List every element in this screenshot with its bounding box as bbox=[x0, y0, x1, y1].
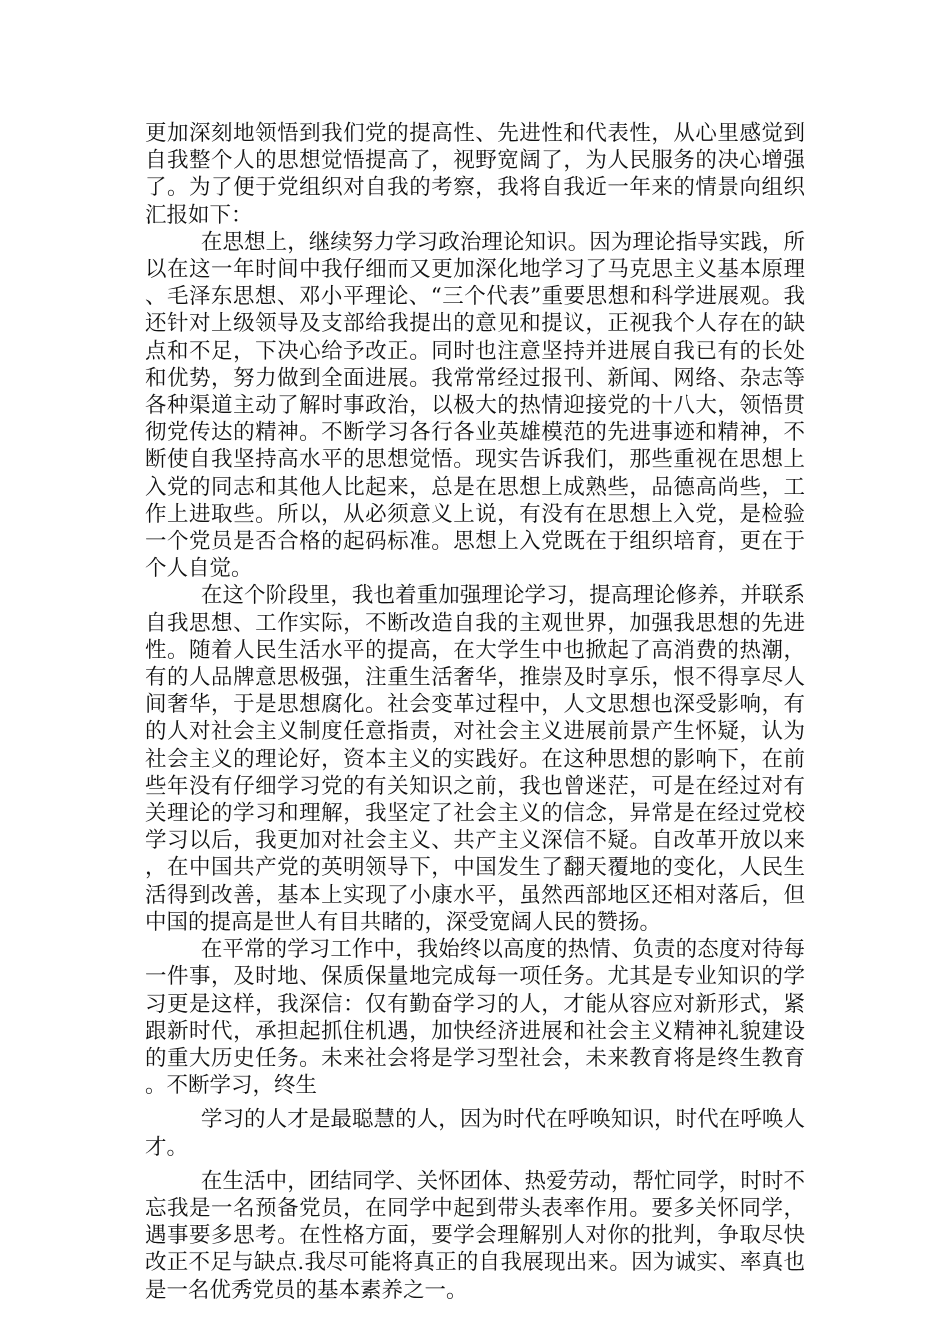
paragraph-daily-life: 在生活中，团结同学、关怀团体、热爱劳动，帮忙同学，时时不忘我是一名预备党员，在同学中起到带头表率作用。要多关怀同学，遇事要多思考。在性格方面，要学会理解别人对你的批判，争取尽快改正不足与缺点.我尽可能将真正的自我展现出来。因为诚实、率真也是一名优秀党员的基本素养之一。 bbox=[145, 1168, 805, 1303]
paragraph-study-work: 在平常的学习工作中，我始终以高度的热情、负责的态度对待每一件事，及时地、保质保量地完成每一项任务。尤其是专业知识的学习更是这样，我深信：仅有勤奋学习的人，才能从容应对新形式，紧跟新时代，承担起抓住机遇，加快经济进展和社会主义精神礼貌建设的重大历史任务。未来社会将是学习型社会，未来教育将是终生教育。不断学习，终生 bbox=[145, 937, 805, 1099]
paragraph-lifelong-learning: 学习的人才是最聪慧的人，因为时代在呼唤知识，时代在呼唤人才。 bbox=[145, 1107, 805, 1160]
paragraph-continuation: 更加深刻地领悟到我们党的提高性、先进性和代表性，从心里感觉到自我整个人的思想觉悟提高了，视野宽阔了，为人民服务的决心增强了。为了便于党组织对自我的考察，我将自我近一年来的情景向组织汇报如下： bbox=[145, 121, 805, 228]
paragraph-ideology: 在思想上，继续努力学习政治理论知识。因为理论指导实践，所以在这一年时间中我仔细而又更加深化地学习了马克思主义基本原理、毛泽东思想、邓小平理论、“三个代表”重要思想和科学进展观。我还针对上级领导及支部给我提出的意见和提议，正视我个人存在的缺点和不足，下决心给予改正。同时也注意坚持并进展自我已有的长处和优势，努力做到全面进展。我常常经过报刊、新闻、网络、杂志等各种渠道主动了解时事政治，以极大的热情迎接党的十八大，领悟贯彻党传达的精神。不断学习各行各业英雄模范的先进事迹和精神，不断使自我坚持高水平的思想觉悟。现实告诉我们，那些重视在思想上入党的同志和其他人比起来，总是在思想上成熟些，品德高尚些，工作上进取些。所以，从必须意义上说，有没有在思想上入党，是检验一个党员是否合格的起码标准。思想上入党既在于组织培育，更在于个人自觉。 bbox=[145, 229, 805, 582]
paragraph-theory-study: 在这个阶段里，我也着重加强理论学习，提高理论修养，并联系自我思想、工作实际，不断改造自我的主观世界，加强我思想的先进性。随着人民生活水平的提高，在大学生中也掀起了高消费的热潮，有的人品牌意思极强，注重生活奢华，推崇及时享乐，恨不得享尽人间奢华，于是思想腐化。社会变革过程中，人文思想也深受影响，有的人对社会主义制度任意指责，对社会主义进展前景产生怀疑，认为社会主义的理论好，资本主义的实践好。在这种思想的影响下，在前些年没有仔细学习党的有关知识之前，我也曾迷茫，可是在经过对有关理论的学习和理解，我坚定了社会主义的信念，异常是在经过党校学习以后，我更加对社会主义、共产主义深信不疑。自改革开放以来，在中国共产党的英明领导下，中国发生了翻天覆地的变化，人民生活得到改善，基本上实现了小康水平，虽然西部地区还相对落后，但中国的提高是世人有目共睹的，深受宽阔人民的赞扬。 bbox=[145, 583, 805, 935]
document-body bbox=[145, 120, 805, 1304]
